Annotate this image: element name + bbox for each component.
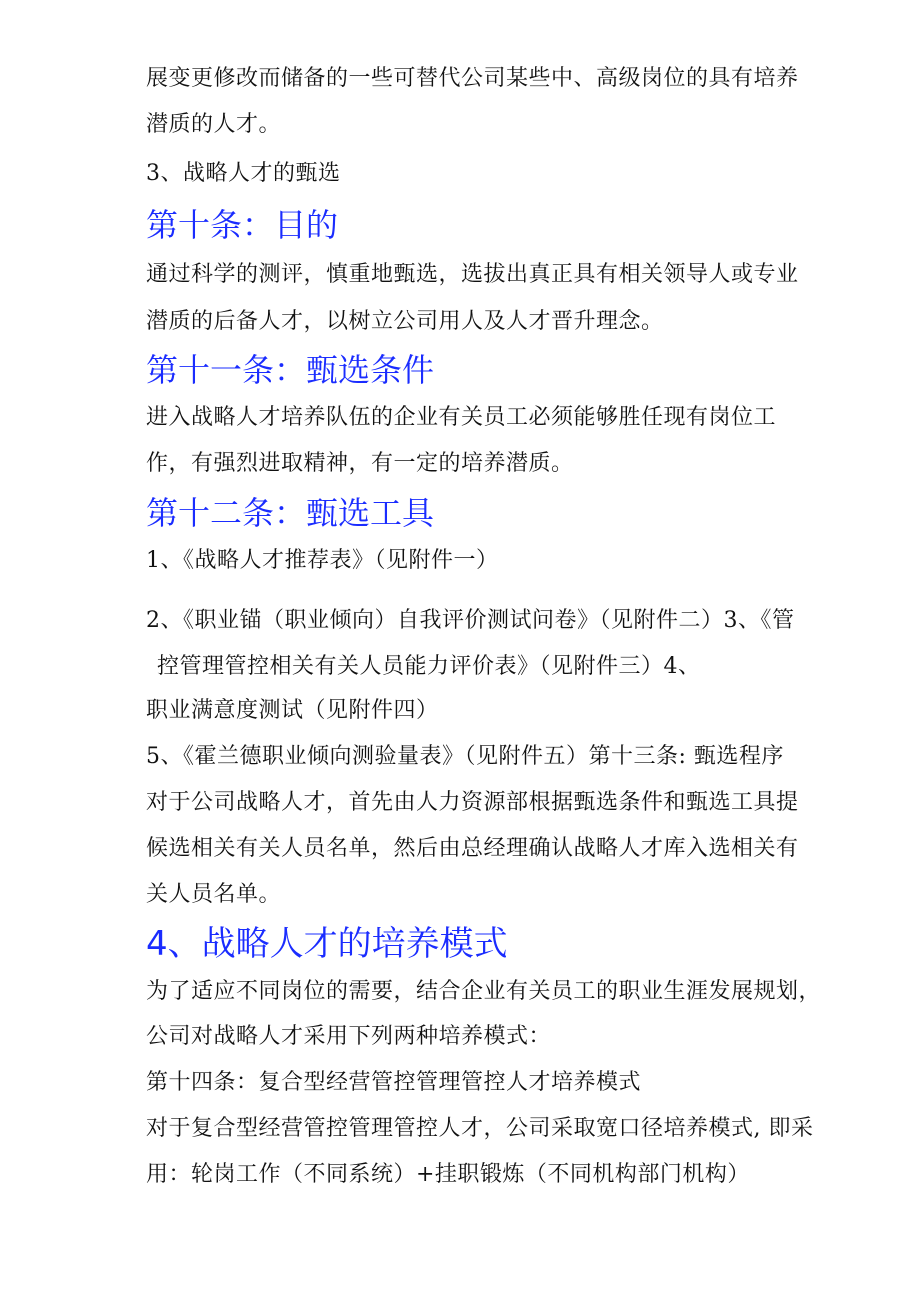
list-item: 职业满意度测试（见附件四） [146, 698, 439, 723]
paragraph-line: 候选相关有关人员名单，然后由总经理确认战略人才库入选相关有 [146, 836, 799, 861]
paragraph-line: 展变更修改而储备的一些可替代公司某些中、高级岗位的具有培养 [146, 66, 799, 91]
paragraph-line: 进入战略人才培养队伍的企业有关员工必须能够胜任现有岗位工 [146, 405, 777, 430]
list-item: 1、《战略人才推荐表》（见附件一） [146, 548, 499, 573]
list-item: 5、《霍兰德职业倾向测验量表》（见附件五）第十三条: 甄选程序 [146, 744, 784, 769]
section-heading: 4、战略人才的培养模式 [146, 924, 508, 964]
list-item: 2、《职业锚（职业倾向）自我评价测试问卷》（见附件二）3、《管 [146, 608, 795, 633]
paragraph-line: 潜质的人才。 [146, 112, 282, 137]
paragraph-line: 潜质的后备人才，以树立公司用人及人才晋升理念。 [146, 309, 664, 334]
paragraph-line: 用：轮岗工作（不同系统）+挂职锻炼（不同机构部门机构） [146, 1162, 750, 1187]
paragraph-line: 通过科学的测评，慎重地甄选，选拔出真正具有相关领导人或专业 [146, 262, 799, 287]
article-heading: 第十二条：甄选工具 [146, 494, 435, 532]
list-item: 控管理管控相关有关人员能力评价表》（见附件三）4、 [157, 654, 701, 679]
article-heading: 第十一条：甄选条件 [146, 351, 435, 389]
paragraph-line: 公司对战略人才采用下列两种培养模式： [146, 1024, 552, 1049]
section-label: 3、战略人才的甄选 [146, 161, 341, 186]
article-label: 第十四条：复合型经营管控管理管控人才培养模式 [146, 1070, 642, 1095]
paragraph-line: 对于复合型经营管控管理管控人才，公司采取宽口径培养模式, 即采 [146, 1116, 814, 1141]
article-heading: 第十条：目的 [146, 206, 339, 244]
paragraph-line: 作，有强烈进取精神，有一定的培养潜质。 [146, 451, 574, 476]
paragraph-line: 关人员名单。 [146, 882, 282, 907]
paragraph-line: 为了适应不同岗位的需要，结合企业有关员工的职业生涯发展规划， [146, 979, 822, 1004]
paragraph-line: 对于公司战略人才，首先由人力资源部根据甄选条件和甄选工具提 [146, 790, 799, 815]
